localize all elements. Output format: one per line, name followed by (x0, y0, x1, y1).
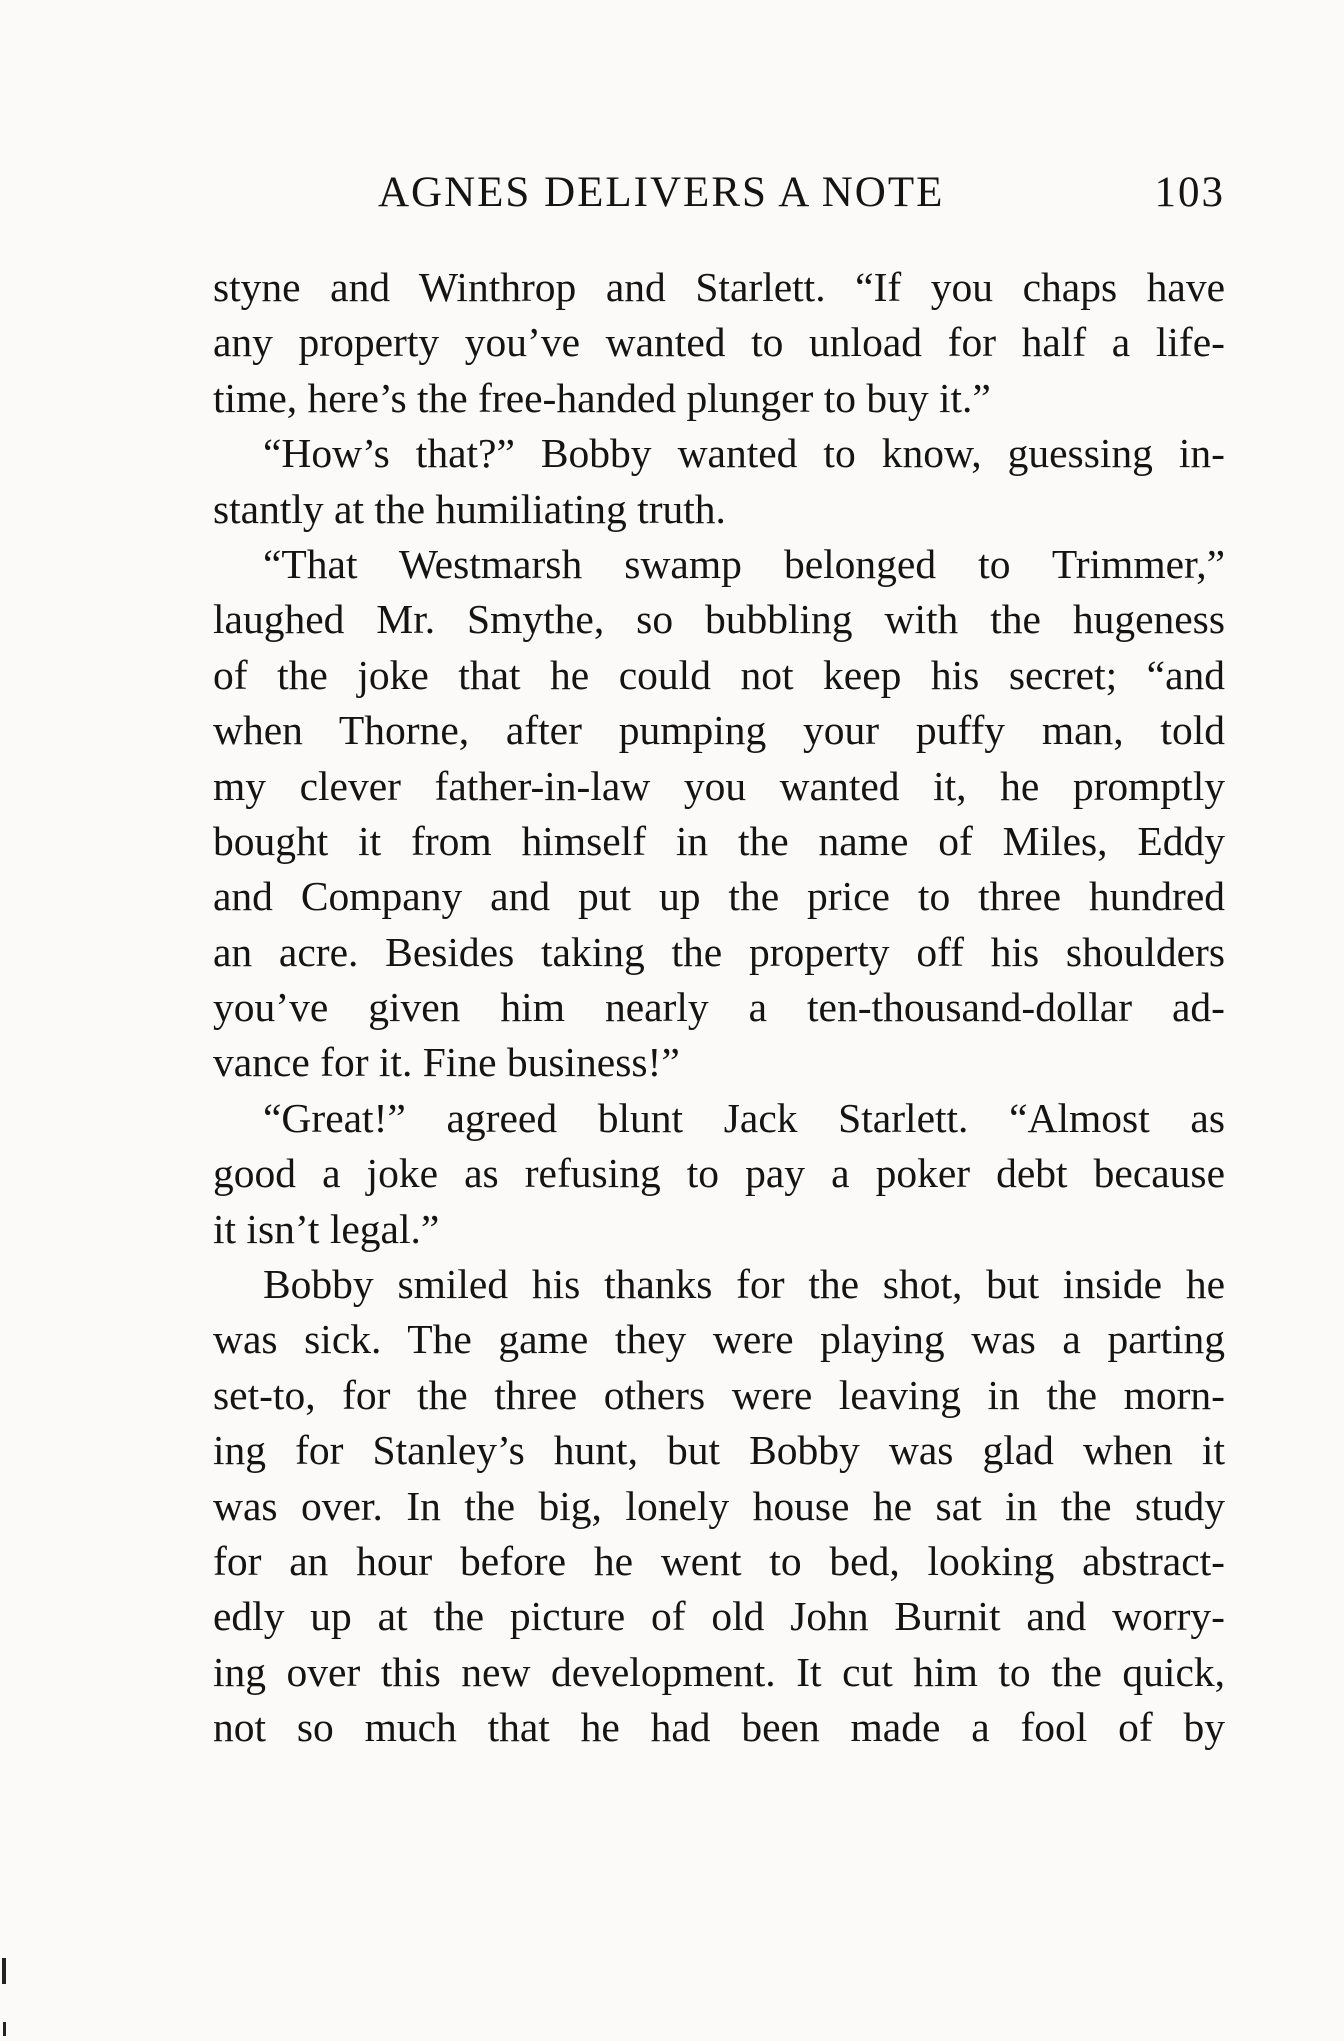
text-line: “Great!” agreed blunt Jack Starlett. “Almost as (263, 1094, 1225, 1141)
text-line: my clever father-in-law you wanted it, he promptly (213, 762, 1225, 809)
scan-speck (3, 2022, 6, 2036)
text-line: laughed Mr. Smythe, so bubbling with the hugeness (213, 596, 1225, 643)
text-line: “That Westmarsh swamp belonged to Trimmer,” (263, 540, 1225, 587)
scan-speck (2, 1958, 6, 1984)
text-line: not so much that he had been made a fool of by (213, 1704, 1225, 1751)
running-title: AGNES DELIVERS A NOTE (378, 169, 945, 216)
text-line: styne and Winthrop and Starlett. “If you chaps have (213, 264, 1225, 310)
body-text (213, 260, 1225, 1756)
text-line: was over. In the big, lonely house he sat in the study (213, 1482, 1225, 1529)
text-line: an acre. Besides taking the property off his shoulders (213, 928, 1225, 975)
text-line: edly up at the picture of old John Burnit and worry- (213, 1593, 1225, 1640)
text-line: time, here’s the free-handed plunger to buy it.” (213, 374, 991, 421)
text-line: good a joke as refusing to pay a poker debt because (213, 1150, 1225, 1197)
page-number: 103 (1154, 169, 1225, 216)
text-line: “How’s that?” Bobby wanted to know, guessing in- (263, 430, 1225, 477)
text-line: of the joke that he could not keep his secret; “and (213, 651, 1225, 698)
page-header (213, 168, 1225, 218)
text-line: stantly at the humiliating truth. (213, 485, 726, 532)
text-line: it isn’t legal.” (213, 1205, 440, 1252)
text-line: was sick. The game they were playing was a parting (213, 1316, 1225, 1363)
text-line: and Company and put up the price to three hundred (213, 873, 1225, 920)
text-line: set-to, for the three others were leaving in the morn- (213, 1371, 1225, 1418)
text-line: any property you’ve wanted to unload for half a life- (213, 319, 1225, 366)
text-line: for an hour before he went to bed, looking abstract- (213, 1537, 1225, 1584)
text-line: when Thorne, after pumping your puffy man, told (213, 707, 1225, 754)
text-line: Bobby smiled his thanks for the shot, but inside he (263, 1261, 1225, 1308)
text-line: you’ve given him nearly a ten-thousand-dollar ad- (213, 984, 1225, 1031)
text-line: ing over this new development. It cut him to the quick, (213, 1648, 1225, 1695)
text-line: vance for it. Fine business!” (213, 1039, 680, 1086)
text-line: ing for Stanley’s hunt, but Bobby was glad when it (213, 1427, 1225, 1474)
text-line: bought it from himself in the name of Miles, Eddy (213, 817, 1225, 864)
